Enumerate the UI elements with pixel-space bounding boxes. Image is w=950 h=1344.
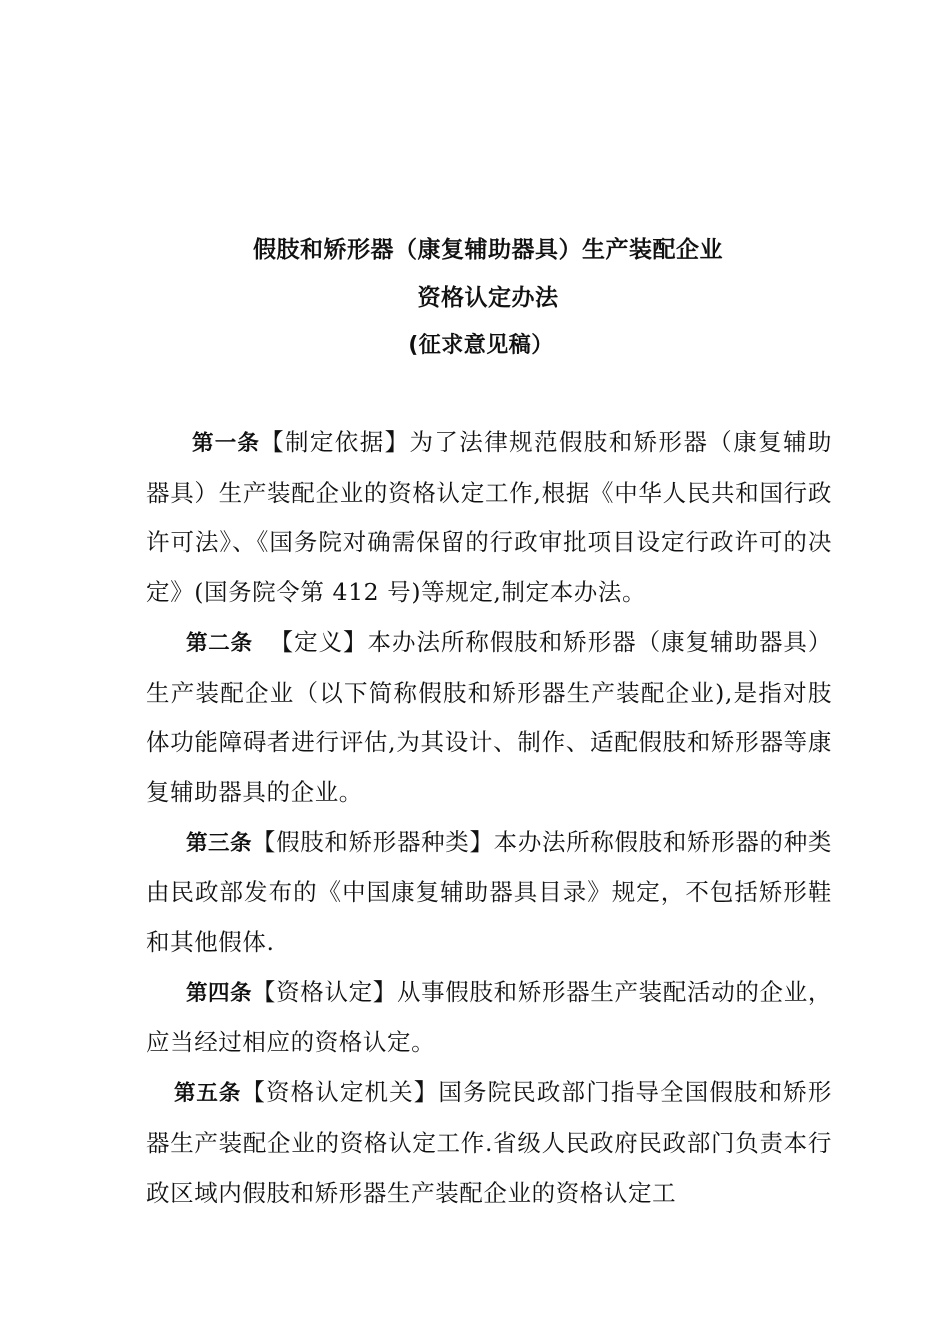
article-1-text: 【制定依据】为了法律规范假肢和矫形器（康复辅助器具）生产装配企业的资格认定工作,根据《中华人民共和国行政许可法》、《国务院对确需保留的行政审批项目设定行政许可的决定》(国务院令第 412 号)等规定,制定本办法。 xyxy=(146,428,832,607)
article-1-heading: 第一条 xyxy=(192,431,261,456)
title-line-3-draft-note: (征求意见稿） xyxy=(408,333,554,358)
article-5-text: 【资格认定机关】国务院民政部门指导全国假肢和矫形器生产装配企业的资格认定工作.省级人民政府民政部门负责本行政区域内假肢和矫形器生产装配企业的资格认定工 xyxy=(146,1078,832,1207)
article-4-text: 【资格认定】从事假肢和矫形器生产装配活动的企业，应当经过相应的资格认定。 xyxy=(146,977,832,1057)
article-3 xyxy=(146,818,832,968)
article-5 xyxy=(146,1068,832,1218)
article-4 xyxy=(146,968,832,1068)
title-line-2: 资格认定办法 xyxy=(417,285,559,311)
article-3-heading: 第三条 xyxy=(186,830,252,856)
article-4-heading: 第四条 xyxy=(186,980,252,1006)
article-2-text: 【定义】本办法所称假肢和矫形器（康复辅助器具）生产装配企业（以下简称假肢和矫形器生产装配企业),是指对肢体功能障碍者进行评估,为其设计、制作、适配假肢和矫形器等康复辅助器具的企业。 xyxy=(146,627,832,806)
article-5-heading: 第五条 xyxy=(174,1081,242,1107)
document-body xyxy=(146,418,832,1218)
article-1 xyxy=(146,418,832,618)
article-3-text: 【假肢和矫形器种类】本办法所称假肢和矫形器的种类由民政部发布的《中国康复辅助器具目录》规定，不包括矫形鞋和其他假体. xyxy=(146,827,832,957)
article-2-heading: 第二条 xyxy=(186,630,253,656)
title-line-1: 假肢和矫形器（康复辅助器具）生产装配企业 xyxy=(253,237,723,263)
article-2 xyxy=(146,618,832,818)
document-title xyxy=(0,226,950,370)
